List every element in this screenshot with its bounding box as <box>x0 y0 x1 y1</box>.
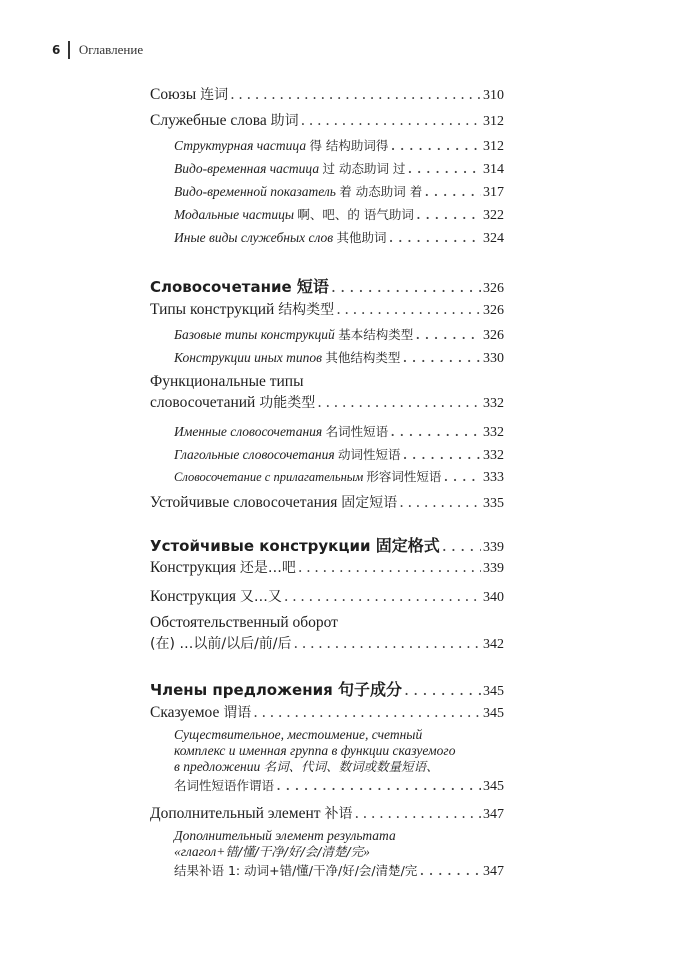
running-head <box>52 40 143 60</box>
entry-page: 345 <box>483 706 504 721</box>
entry-title-line3-ru: в предложении <box>174 759 261 774</box>
header-divider <box>68 41 70 59</box>
entry-title-ru: Структурная частица <box>174 138 307 153</box>
leader-dots <box>407 158 481 177</box>
entry-page: 347 <box>483 807 504 822</box>
toc-entry[interactable] <box>174 347 504 367</box>
entry-title-zh: 结构类型 <box>278 302 335 318</box>
entry-page: 330 <box>483 351 504 366</box>
entry-page: 324 <box>483 231 504 246</box>
entry-page: 314 <box>483 162 504 177</box>
entry-title-line2-ru: «глагол+ <box>174 844 226 859</box>
entry-page: 345 <box>483 779 504 794</box>
chapter-title-zh: 句子成分 <box>337 680 402 699</box>
entry-page: 345 <box>483 684 504 699</box>
leader-dots <box>390 421 481 440</box>
toc-entry[interactable] <box>174 828 504 880</box>
entry-title-zh: 固定短语 <box>341 495 398 511</box>
toc-entry[interactable] <box>150 84 504 104</box>
entry-title-zh: 助词 <box>270 113 299 129</box>
entry-title-ru: Видо-временной показатель <box>174 184 336 199</box>
leader-dots <box>284 589 481 605</box>
entry-title-zh: 补语 <box>324 806 353 822</box>
entry-title-line2: комплекс и именная группа в функции сказуемого <box>174 743 456 758</box>
entry-page: 326 <box>483 281 504 296</box>
entry-title-line1: Обстоятельственный оборот <box>150 614 338 631</box>
leader-dots <box>294 636 481 652</box>
entry-title-zh: 啊、吧、的 语气助词 <box>297 207 414 222</box>
leader-dots <box>331 277 481 296</box>
entry-title-ru: Модальные частицы <box>174 207 295 222</box>
entry-title-zh: 结果补语 1: 动词+错/懂/干净/好/会/清楚/完 <box>174 863 418 878</box>
entry-title-ru: Глагольные словосочетания <box>174 447 335 462</box>
entry-title-zh: (在) …以前/以后/前/后 <box>150 636 292 652</box>
toc-entry[interactable] <box>150 299 504 319</box>
section-title: Оглавление <box>78 42 144 57</box>
toc-entry[interactable] <box>150 110 504 130</box>
leader-dots <box>389 227 481 246</box>
entry-title-line2-zh: 错/懂/干净/好/会/清楚/完 <box>225 844 364 859</box>
toc-entry[interactable] <box>174 421 504 441</box>
chapter-title-zh: 短语 <box>296 277 329 296</box>
entry-title-ru: словосочетаний <box>150 394 256 411</box>
entry-title-ru: Конструкция <box>150 559 236 576</box>
leader-dots <box>442 536 481 555</box>
entry-title-ru: Базовые типы конструкций <box>174 327 335 342</box>
chapter-title-ru: Члены предложения <box>150 681 333 699</box>
leader-dots <box>419 860 481 879</box>
chapter-title-ru: Словосочетание <box>150 278 292 296</box>
entry-page: 312 <box>483 139 504 154</box>
entry-title-zh: 连词 <box>200 87 229 103</box>
entry-title-zh: 过 动态助词 过 <box>322 161 406 176</box>
toc-entry[interactable] <box>174 181 504 201</box>
entry-title-ru: Типы конструкций <box>150 301 275 318</box>
leader-dots <box>301 113 481 129</box>
leader-dots <box>399 495 481 511</box>
leader-dots <box>403 444 482 463</box>
toc-entry[interactable] <box>174 204 504 224</box>
entry-title-ru: Союзы <box>150 86 197 103</box>
entry-title-ru: Дополнительный элемент <box>150 805 321 822</box>
entry-title-zh: 其他助词 <box>336 230 387 245</box>
entry-title-ru: Устойчивые словосочетания <box>150 494 338 511</box>
leader-dots <box>317 395 481 411</box>
entry-title-ru: Служебные слова <box>150 112 267 129</box>
leader-dots <box>336 302 481 318</box>
leader-dots <box>298 560 481 576</box>
entry-title-zh: 着 动态助词 着 <box>339 184 423 199</box>
entry-page: 332 <box>483 396 504 411</box>
entry-title-zh: 名词性短语作谓语 <box>174 778 275 793</box>
entry-page: 335 <box>483 496 504 511</box>
entry-page: 317 <box>483 185 504 200</box>
toc-entry[interactable] <box>174 324 504 344</box>
entry-page: 340 <box>483 590 504 605</box>
toc-entry[interactable] <box>150 586 504 606</box>
entry-page: 326 <box>483 328 504 343</box>
entry-title-zh: 还是…吧 <box>239 560 296 576</box>
leader-dots <box>416 204 481 223</box>
entry-title-line2-end: » <box>363 844 370 859</box>
entry-title-zh: 功能类型 <box>259 395 316 411</box>
leader-dots <box>354 806 481 822</box>
toc-entry[interactable] <box>174 466 504 486</box>
entry-title-zh: 名词性短语 <box>325 424 389 439</box>
entry-title-ru: Сказуемое <box>150 704 220 721</box>
leader-dots <box>253 705 481 721</box>
entry-page: 347 <box>483 864 504 879</box>
entry-title-zh: 形容词性短语 <box>366 469 442 484</box>
entry-title-ru: Конструкция <box>150 588 236 605</box>
toc-chapter[interactable] <box>150 274 504 297</box>
entry-title-zh: 谓语 <box>223 705 252 721</box>
toc-entry[interactable] <box>174 444 504 464</box>
toc-entry[interactable] <box>150 372 504 412</box>
toc-entry[interactable] <box>150 803 504 823</box>
entry-page: 326 <box>483 303 504 318</box>
entry-page: 332 <box>483 448 504 463</box>
leader-dots <box>230 87 481 103</box>
leader-dots <box>276 775 481 794</box>
entry-title-ru: Именные словосочетания <box>174 424 323 439</box>
entry-title-ru: Конструкции иных типов <box>174 350 322 365</box>
toc-entry[interactable] <box>150 557 504 577</box>
leader-dots <box>415 324 481 343</box>
entry-title-zh: 又…又 <box>239 589 282 605</box>
leader-dots <box>404 680 481 699</box>
entry-title-zh: 基本结构类型 <box>338 327 414 342</box>
toc-entry[interactable] <box>150 492 504 512</box>
entry-title-ru: Видо-временная частица <box>174 161 320 176</box>
leader-dots <box>443 466 481 485</box>
toc-chapter[interactable] <box>150 533 504 556</box>
entry-title-line3-zh: 名词、代词、数词或数量短语、 <box>263 759 439 774</box>
chapter-title-zh: 固定格式 <box>375 536 440 555</box>
entry-page: 333 <box>483 470 504 485</box>
entry-title-zh: 动词性短语 <box>337 447 401 462</box>
entry-title-ru: Иные виды служебных слов <box>174 230 334 245</box>
entry-page: 339 <box>483 540 504 555</box>
leader-dots <box>424 181 481 200</box>
toc-entry[interactable] <box>174 227 504 247</box>
toc-chapter[interactable] <box>150 677 504 700</box>
entry-title-ru: Словосочетание с прилагательным <box>174 470 364 484</box>
entry-title-zh: 其他结构类型 <box>325 350 401 365</box>
toc-entry[interactable] <box>150 702 504 722</box>
leader-dots <box>390 135 481 154</box>
entry-page: 310 <box>483 88 504 103</box>
leader-dots <box>402 347 481 366</box>
toc-entry[interactable] <box>174 135 504 155</box>
entry-title-line1: Дополнительный элемент результата <box>174 828 396 843</box>
entry-page: 342 <box>483 637 504 652</box>
entry-page: 322 <box>483 208 504 223</box>
entry-page: 339 <box>483 561 504 576</box>
entry-title-zh: 得 结构助词得 <box>309 138 389 153</box>
entry-page: 332 <box>483 425 504 440</box>
toc-entry[interactable] <box>150 613 504 653</box>
entry-title-line1: Функциональные типы <box>150 373 304 390</box>
page-number: 6 <box>52 43 61 57</box>
toc-entry[interactable] <box>174 727 504 795</box>
entry-title-line1: Существительное, местоимение, счетный <box>174 727 423 742</box>
toc-entry[interactable] <box>174 158 504 178</box>
entry-page: 312 <box>483 114 504 129</box>
chapter-title-ru: Устойчивые конструкции <box>150 537 371 555</box>
